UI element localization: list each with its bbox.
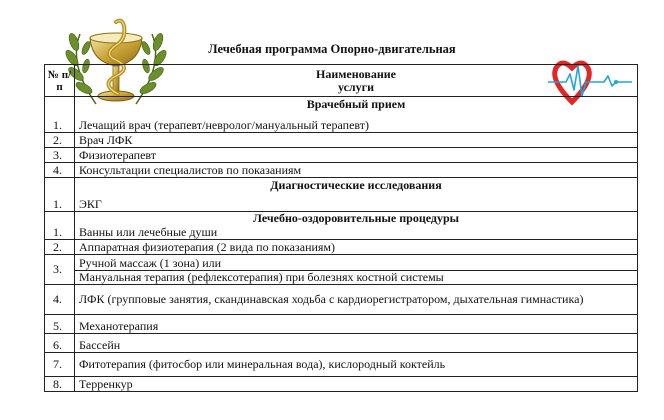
row-number: 8. bbox=[45, 377, 75, 392]
service-name: Ванны или лечебные души bbox=[79, 225, 218, 239]
row-number: 4. bbox=[45, 163, 75, 178]
service-name: ЛФК (групповые занятия, скандинавская ходьба с кардиорегистратором, дыхательная гимнастика) bbox=[75, 285, 638, 315]
service-name: Лечащий врач (терапевт/невролог/мануальный терапевт) bbox=[79, 118, 369, 132]
service-name: Механотерапия bbox=[75, 315, 638, 334]
table-row bbox=[45, 377, 638, 392]
service-name: Фитотерапия (фитосбор или минеральная вода), кислородный коктейль bbox=[75, 353, 638, 377]
service-name: ЭКГ bbox=[79, 197, 102, 211]
number-column-header: № п/п bbox=[45, 65, 75, 97]
service-name: Консультации специалистов по показаниям bbox=[75, 163, 638, 178]
row-number: 1. bbox=[45, 97, 75, 133]
service-name: Бассейн bbox=[75, 334, 638, 353]
table-header-row bbox=[45, 65, 638, 97]
row-number: 2. bbox=[45, 240, 75, 255]
table-row bbox=[45, 163, 638, 178]
table-row bbox=[45, 178, 638, 212]
table-row bbox=[45, 334, 638, 353]
service-name: Ручной массаж (1 зона) или bbox=[75, 255, 638, 271]
row-number: 7. bbox=[45, 353, 75, 377]
row-number: 3. bbox=[45, 255, 75, 285]
service-name: Аппаратная физиотерапия (2 вида по показаниям) bbox=[75, 240, 638, 255]
service-name: Физиотерапевт bbox=[75, 148, 638, 163]
table-row bbox=[45, 255, 638, 271]
document-title: Лечебная программа Опорно-двигательная bbox=[208, 42, 456, 56]
table-row bbox=[45, 212, 638, 240]
table-row bbox=[45, 271, 638, 285]
section-title: Врачебный прием bbox=[306, 97, 406, 111]
service-name-header-line2: услуги bbox=[337, 79, 375, 94]
service-cell bbox=[75, 97, 638, 133]
row-number: 2. bbox=[45, 133, 75, 148]
service-cell bbox=[75, 178, 638, 212]
table-row bbox=[45, 240, 638, 255]
section-title: Лечебно-оздоровительные процедуры bbox=[252, 211, 460, 225]
row-number: 1. bbox=[45, 178, 75, 212]
table-row bbox=[45, 353, 638, 377]
services-table bbox=[44, 64, 638, 392]
service-name-header-line1: Наименование bbox=[316, 66, 396, 81]
section-title: Диагностические исследования bbox=[270, 178, 442, 192]
row-number: 5. bbox=[45, 315, 75, 334]
table-row bbox=[45, 97, 638, 133]
service-cell bbox=[75, 212, 638, 240]
service-name: Терренкур bbox=[75, 377, 638, 392]
service-name-column-header bbox=[75, 65, 638, 97]
row-number: 6. bbox=[45, 334, 75, 353]
table-row bbox=[45, 133, 638, 148]
row-number: 3. bbox=[45, 148, 75, 163]
table-row bbox=[45, 285, 638, 315]
table-row bbox=[45, 148, 638, 163]
service-name: Врач ЛФК bbox=[75, 133, 638, 148]
table-row bbox=[45, 315, 638, 334]
row-number: 4. bbox=[45, 285, 75, 315]
service-name-alternative: Мануальная терапия (рефлексотерапия) при болезнях костной системы bbox=[75, 271, 638, 285]
row-number: 1. bbox=[45, 212, 75, 240]
